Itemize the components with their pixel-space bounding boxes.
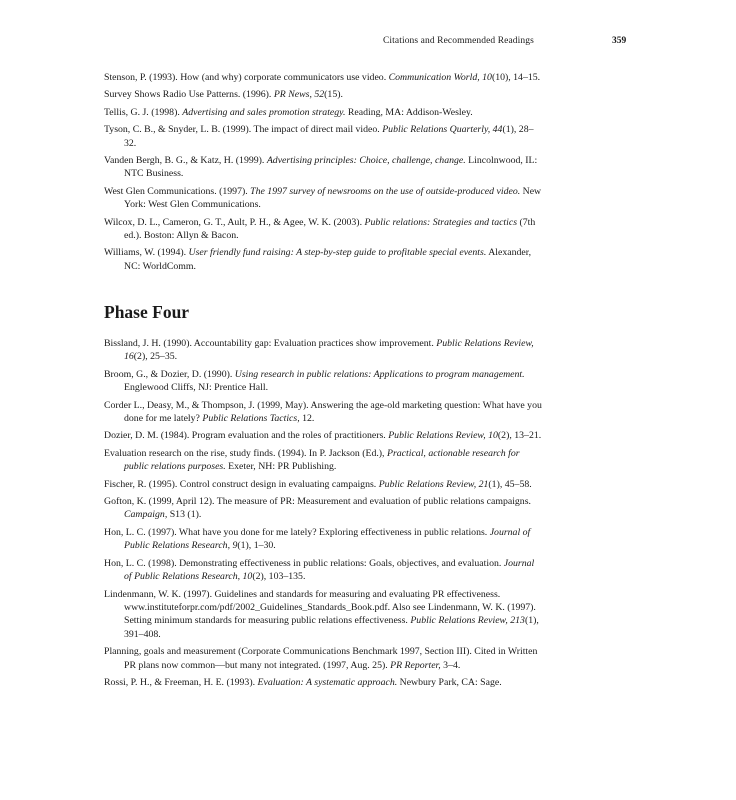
reference-text: Exeter, NH: PR Publishing. [225, 461, 337, 473]
reference-source-title: Practical, actionable research for public relations purposes. [124, 447, 520, 473]
reference-text: S13 (1). [167, 509, 202, 521]
page-number: 359 [612, 36, 627, 46]
running-head: Citations and Recommended Readings [383, 36, 534, 46]
section-heading: Phase Four [104, 302, 190, 322]
reference-entry [104, 106, 544, 119]
reference-entry [104, 557, 544, 584]
reference-text: (1), 28–32. [124, 124, 534, 149]
reference-text: Tellis, G. J. (1998). [104, 106, 183, 118]
reference-entry [104, 676, 544, 689]
reference-entry [104, 495, 544, 522]
reference-text: 3–4. [440, 659, 461, 671]
reference-text: Bissland, J. H. (1990). Accountability gap: Evaluation practices show improvement. [104, 338, 437, 349]
reference-entry [104, 123, 544, 150]
reference-text: West Glen Communications. (1997). [104, 185, 251, 197]
reference-source-title: Public Relations Review, 213 [410, 615, 525, 627]
reference-text: Wilcox, D. L., Cameron, G. T., Ault, P. H., & Agee, W. K. (2003). [104, 216, 365, 228]
reference-source-title: Communication World, 10 [388, 72, 492, 83]
reference-source-title: The 1997 survey of newsrooms on the use of outside-produced video. [250, 185, 521, 197]
reference-text: Hon, L. C. (1997). What have you done for me lately? Exploring effectiveness in public relations. [104, 526, 490, 538]
reference-entry [104, 185, 544, 212]
reference-entry [104, 447, 544, 474]
reference-entry [104, 368, 544, 395]
reference-source-title: Public Relations Review, 10 [388, 430, 498, 442]
reference-text: Rossi, P. H., & Freeman, H. E. (1993). [104, 676, 258, 688]
reference-source-title: Advertising principles: Choice, challenge, change. [266, 155, 466, 167]
reference-text: Survey Shows Radio Use Patterns. (1996). [104, 89, 274, 101]
reference-entry [104, 588, 544, 642]
reference-text: Evaluation research on the rise, study finds. (1994). In P. Jackson (Ed.), [104, 447, 387, 459]
reference-text: (2), 103–135. [252, 571, 306, 583]
reference-text: Corder L., Deasy, M., & Thompson, J. (1999, May). Answering the age-old marketing question: What have you done for me lately? [104, 399, 542, 425]
reference-source-title: Evaluation: A systematic approach. [257, 676, 398, 688]
reference-text: (15). [324, 89, 343, 101]
reference-source-title: Public Relations Review, 16 [124, 338, 534, 363]
reference-text: (1), 45–58. [488, 478, 532, 490]
reference-text: Englewood Cliffs, NJ: Prentice Hall. [124, 382, 269, 394]
reference-entry [104, 154, 544, 181]
reference-text: (1), 391–408. [124, 615, 539, 640]
reference-entry [104, 88, 544, 101]
reference-text: (1), 1–30. [237, 540, 276, 552]
reference-source-title: Public Relations Review, 21 [378, 478, 489, 490]
reference-source-title: Journal of Public Relations Research, 10 [124, 557, 535, 583]
reference-source-title: PR Reporter, [390, 659, 441, 671]
reference-text: Vanden Bergh, B. G., & Katz, H. (1999). [104, 155, 267, 167]
reference-entry [104, 216, 544, 243]
reference-entry [104, 526, 544, 553]
reference-text: Stenson, P. (1993). How (and why) corporate communicators use video. [104, 72, 389, 83]
reference-text: Alexander, NC: WorldComm. [124, 247, 532, 272]
reference-source-title: Public relations: Strategies and tactics [364, 216, 518, 228]
reference-source-title: Campaign, [124, 509, 168, 521]
reference-entry [104, 429, 544, 442]
reference-text: Dozier, D. M. (1984). Program evaluation and the roles of practitioners. [104, 430, 389, 442]
reference-list [104, 71, 544, 277]
reference-text: Tyson, C. B., & Snyder, L. B. (1999). The impact of direct mail video. [104, 124, 383, 136]
reference-text: (10), 14–15. [491, 72, 541, 83]
reference-text: 12. [299, 413, 315, 425]
reference-entry [104, 645, 544, 672]
reference-entry [104, 399, 544, 426]
reference-entry [104, 478, 544, 491]
reference-text: (7th ed.). Boston: Allyn & Bacon. [124, 216, 536, 242]
reference-source-title: Public Relations Quarterly, 44 [382, 124, 503, 136]
reference-source-title: Public Relations Tactics, [202, 413, 300, 425]
reference-text: Lindenmann, W. K. (1997). Guidelines and standards for measuring and evaluating PR effectiveness. www.instituteforpr.com/pdf/2002_Guidelines_Standards_Book.pdf. Also see Lindenmann, W. K. (1997). Setting minimum standards for measuring public relations effectiveness. [104, 588, 536, 627]
reference-text: Planning, goals and measurement (Corporate Communications Benchmark 1997, Section III). Cited in Written PR plans now common—but many not integrated. (1997, Aug. 25). [104, 646, 538, 671]
reference-text: Broom, G., & Dozier, D. (1990). [104, 368, 235, 380]
reference-text: Hon, L. C. (1998). Demonstrating effectiveness in public relations: Goals, objectives, and evaluation. [104, 557, 504, 569]
reference-text: New York: West Glen Communications. [124, 185, 542, 211]
reference-text: (2), 13–21. [497, 430, 542, 442]
reference-text: Lincolnwood, IL: NTC Business. [124, 155, 538, 180]
reference-source-title: User friendly fund raising: A step-by-step guide to profitable special events. [188, 247, 487, 259]
reference-text: Reading, MA: Addison-Wesley. [345, 106, 473, 118]
reference-text: (2), 25–35. [133, 351, 178, 363]
reference-text: Gofton, K. (1999, April 12). The measure of PR: Measurement and evaluation of public relations campaigns. [104, 496, 531, 508]
reference-text: Williams, W. (1994). [104, 247, 189, 259]
reference-text: Fischer, R. (1995). Control construct design in evaluating campaigns. [104, 478, 379, 490]
reference-source-title: Advertising and sales promotion strategy. [182, 106, 346, 118]
reference-source-title: Using research in public relations: Applications to program management. [234, 368, 525, 380]
reference-list-phase-four [104, 337, 544, 693]
reference-text: Newbury Park, CA: Sage. [397, 676, 502, 688]
reference-source-title: Journal of Public Relations Research, 9 [124, 526, 531, 552]
reference-entry [104, 71, 544, 84]
reference-entry [104, 246, 544, 273]
reference-entry [104, 337, 544, 364]
reference-source-title: PR News, 52 [273, 89, 325, 101]
